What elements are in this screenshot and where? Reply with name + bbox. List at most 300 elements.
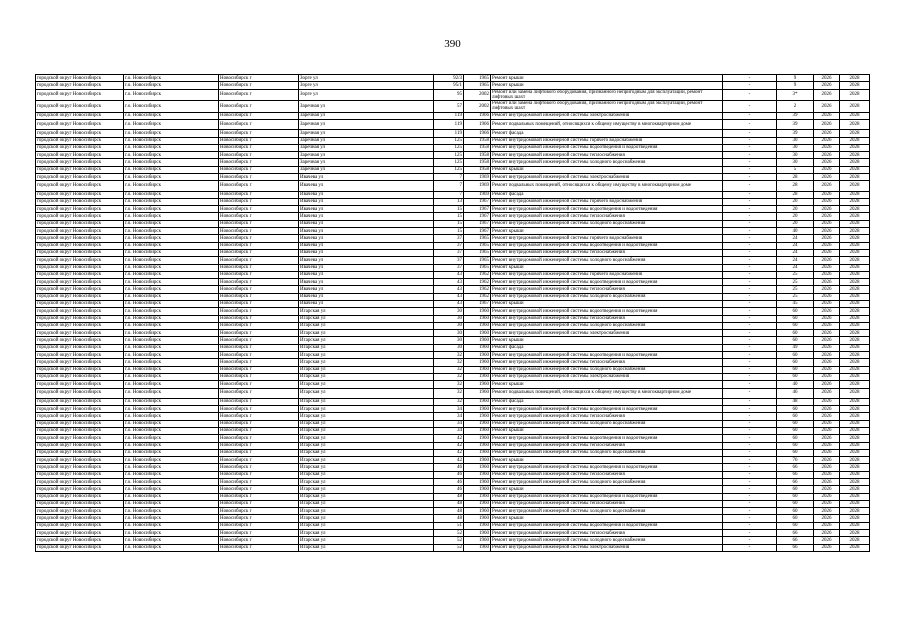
- cell-year: 1960: [464, 373, 491, 380]
- cell-city: Новосибирск г: [219, 249, 299, 256]
- cell-settlement: г.о. Новосибирск: [124, 315, 219, 322]
- cell-dash: -: [723, 235, 777, 242]
- cell-year: 1966: [464, 112, 491, 119]
- table-row: [36, 486, 870, 493]
- cell-year: 1960: [464, 508, 491, 515]
- cell-year: 1967: [464, 213, 491, 220]
- cell-street: Ивачева ул: [299, 235, 434, 242]
- cell-house: 125: [434, 166, 464, 173]
- cell-count: 20: [777, 206, 814, 213]
- cell-okrug: городской округ Новосибирск: [36, 330, 124, 337]
- cell-count: 9: [777, 75, 814, 82]
- table-row: [36, 442, 870, 449]
- cell-settlement: г.о. Новосибирск: [124, 137, 219, 144]
- cell-work: Ремонт внутридомовой инженерной системы холодного водоснабжения: [491, 220, 723, 227]
- cell-work: Ремонт внутридомовой инженерной системы теплоснабжения: [491, 359, 723, 366]
- cell-city: Новосибирск г: [219, 500, 299, 507]
- cell-settlement: г.о. Новосибирск: [124, 308, 219, 315]
- cell-street: Игарская ул: [299, 457, 434, 464]
- cell-house: 46: [434, 479, 464, 486]
- cell-street: Игарская ул: [299, 352, 434, 359]
- cell-year-to: 2028: [840, 406, 870, 413]
- cell-house: 32: [434, 366, 464, 373]
- cell-year-from: 2026: [814, 352, 840, 359]
- cell-street: Игарская ул: [299, 435, 434, 442]
- table-row: [36, 322, 870, 329]
- cell-year: 1960: [464, 352, 491, 359]
- cell-year-to: 2028: [840, 537, 870, 544]
- cell-settlement: г.о. Новосибирск: [124, 257, 219, 264]
- table-row: [36, 381, 870, 388]
- cell-city: Новосибирск г: [219, 101, 299, 113]
- cell-city: Новосибирск г: [219, 89, 299, 101]
- cell-settlement: г.о. Новосибирск: [124, 166, 219, 173]
- cell-okrug: городской округ Новосибирск: [36, 191, 124, 198]
- cell-street: Игарская ул: [299, 471, 434, 478]
- cell-year-from: 2026: [814, 152, 840, 159]
- cell-year: 1960: [464, 413, 491, 420]
- cell-work: Ремонт внутридомовой инженерной системы теплоснабжения: [491, 152, 723, 159]
- cell-settlement: г.о. Новосибирск: [124, 322, 219, 329]
- table-row: [36, 449, 870, 456]
- cell-settlement: г.о. Новосибирск: [124, 279, 219, 286]
- cell-year-to: 2028: [840, 398, 870, 405]
- table-row: [36, 213, 870, 220]
- cell-street: Зорге ул: [299, 75, 434, 82]
- cell-okrug: городской округ Новосибирск: [36, 352, 124, 359]
- cell-year: 1960: [464, 493, 491, 500]
- cell-street: Игарская ул: [299, 322, 434, 329]
- cell-street: Игарская ул: [299, 381, 434, 388]
- table-row: [36, 82, 870, 89]
- cell-street: Игарская ул: [299, 544, 434, 551]
- cell-city: Новосибирск г: [219, 300, 299, 307]
- cell-okrug: городской округ Новосибирск: [36, 220, 124, 227]
- cell-dash: -: [723, 381, 777, 388]
- cell-dash: -: [723, 279, 777, 286]
- cell-okrug: городской округ Новосибирск: [36, 337, 124, 344]
- cell-house: 125: [434, 144, 464, 151]
- cell-settlement: г.о. Новосибирск: [124, 544, 219, 551]
- cell-settlement: г.о. Новосибирск: [124, 300, 219, 307]
- cell-count: 24: [777, 242, 814, 249]
- cell-street: Ивачева ул: [299, 191, 434, 198]
- cell-year-from: 2026: [814, 486, 840, 493]
- cell-work: Ремонт внутридомовой инженерной системы электроснабжения: [491, 373, 723, 380]
- cell-count: 60: [777, 508, 814, 515]
- cell-street: Заречная ул: [299, 130, 434, 137]
- cell-street: Игарская ул: [299, 500, 434, 507]
- cell-work: Ремонт внутридомовой инженерной системы холодного водоснабжения: [491, 537, 723, 544]
- cell-settlement: г.о. Новосибирск: [124, 530, 219, 537]
- cell-work: Ремонт крыши: [491, 427, 723, 434]
- table-row: [36, 388, 870, 398]
- cell-city: Новосибирск г: [219, 544, 299, 551]
- table-row: [36, 398, 870, 405]
- cell-dash: -: [723, 337, 777, 344]
- cell-house: 32: [434, 373, 464, 380]
- cell-work: Ремонт внутридомовой инженерной системы водоотведения и водоотведения: [491, 242, 723, 249]
- cell-count: 60: [777, 337, 814, 344]
- cell-settlement: г.о. Новосибирск: [124, 344, 219, 351]
- cell-work: Ремонт внутридомовой инженерной системы водоотведения и водоотведения: [491, 435, 723, 442]
- table-row: [36, 435, 870, 442]
- cell-okrug: городской округ Новосибирск: [36, 398, 124, 405]
- cell-settlement: г.о. Новосибирск: [124, 515, 219, 522]
- cell-house: 32: [434, 381, 464, 388]
- cell-count: 25: [777, 286, 814, 293]
- cell-year-from: 2026: [814, 413, 840, 420]
- cell-house: 37: [434, 249, 464, 256]
- cell-house: 37: [434, 264, 464, 271]
- cell-okrug: городской округ Новосибирск: [36, 493, 124, 500]
- cell-year-to: 2028: [840, 471, 870, 478]
- cell-house: 34: [434, 427, 464, 434]
- cell-city: Новосибирск г: [219, 330, 299, 337]
- cell-year-from: 2026: [814, 191, 840, 198]
- cell-year-from: 2026: [814, 130, 840, 137]
- table-row: [36, 264, 870, 271]
- cell-street: Игарская ул: [299, 493, 434, 500]
- cell-year-from: 2026: [814, 159, 840, 166]
- cell-street: Ивачева ул: [299, 257, 434, 264]
- cell-year-to: 2028: [840, 286, 870, 293]
- cell-okrug: городской округ Новосибирск: [36, 300, 124, 307]
- cell-dash: -: [723, 271, 777, 278]
- cell-year-to: 2028: [840, 228, 870, 235]
- cell-count: 39: [777, 112, 814, 119]
- cell-house: 57: [434, 101, 464, 113]
- cell-okrug: городской округ Новосибирск: [36, 271, 124, 278]
- cell-year-from: 2026: [814, 537, 840, 544]
- cell-year-to: 2028: [840, 344, 870, 351]
- cell-year: 1960: [464, 486, 491, 493]
- cell-street: Игарская ул: [299, 537, 434, 544]
- cell-street: Игарская ул: [299, 449, 434, 456]
- cell-year-from: 2026: [814, 286, 840, 293]
- cell-street: Ивачева ул: [299, 293, 434, 300]
- cell-okrug: городской округ Новосибирск: [36, 373, 124, 380]
- cell-year-to: 2028: [840, 508, 870, 515]
- cell-okrug: городской округ Новосибирск: [36, 213, 124, 220]
- cell-count: 60: [777, 373, 814, 380]
- cell-count: 60: [777, 413, 814, 420]
- cell-work: Ремонт внутридомовой инженерной системы теплоснабжения: [491, 530, 723, 537]
- cell-count: 24: [777, 257, 814, 264]
- cell-city: Новосибирск г: [219, 381, 299, 388]
- table-row: [36, 144, 870, 151]
- cell-house: 42: [434, 457, 464, 464]
- cell-year: 1960: [464, 530, 491, 537]
- cell-city: Новосибирск г: [219, 206, 299, 213]
- cell-okrug: городской округ Новосибирск: [36, 198, 124, 205]
- cell-count: 39: [777, 130, 814, 137]
- cell-dash: -: [723, 75, 777, 82]
- cell-year-from: 2026: [814, 166, 840, 173]
- cell-year-to: 2028: [840, 435, 870, 442]
- cell-street: Ивачева ул: [299, 206, 434, 213]
- cell-year: 1960: [464, 457, 491, 464]
- cell-year: 1960: [464, 464, 491, 471]
- cell-city: Новосибирск г: [219, 159, 299, 166]
- cell-dash: -: [723, 442, 777, 449]
- cell-year-to: 2028: [840, 249, 870, 256]
- cell-okrug: городской округ Новосибирск: [36, 112, 124, 119]
- cell-dash: -: [723, 515, 777, 522]
- cell-settlement: г.о. Новосибирск: [124, 352, 219, 359]
- cell-year: 1960: [464, 522, 491, 529]
- cell-house: 13: [434, 198, 464, 205]
- cell-city: Новосибирск г: [219, 359, 299, 366]
- cell-house: 48: [434, 508, 464, 515]
- table-row: [36, 198, 870, 205]
- table-row: [36, 530, 870, 537]
- cell-city: Новосибирск г: [219, 220, 299, 227]
- cell-year: 1962: [464, 286, 491, 293]
- cell-street: Заречная ул: [299, 120, 434, 130]
- cell-settlement: г.о. Новосибирск: [124, 174, 219, 181]
- cell-dash: -: [723, 315, 777, 322]
- cell-city: Новосибирск г: [219, 449, 299, 456]
- cell-count: 5: [777, 166, 814, 173]
- cell-count: 60: [777, 427, 814, 434]
- cell-city: Новосибирск г: [219, 471, 299, 478]
- cell-year: 1967: [464, 198, 491, 205]
- cell-dash: -: [723, 300, 777, 307]
- cell-house: 51: [434, 522, 464, 529]
- cell-work: Ремонт подвальных помещений, относящихся к общему имуществу в многоквартирном доме: [491, 120, 723, 130]
- cell-house: 46: [434, 464, 464, 471]
- cell-house: 15: [434, 228, 464, 235]
- cell-street: Ивачева ул: [299, 279, 434, 286]
- cell-street: Игарская ул: [299, 373, 434, 380]
- cell-dash: -: [723, 144, 777, 151]
- cell-house: 125: [434, 159, 464, 166]
- cell-count: 46: [777, 388, 814, 398]
- cell-settlement: г.о. Новосибирск: [124, 235, 219, 242]
- cell-work: Ремонт внутридомовой инженерной системы теплоснабжения: [491, 315, 723, 322]
- table-row: [36, 406, 870, 413]
- cell-settlement: г.о. Новосибирск: [124, 112, 219, 119]
- cell-dash: -: [723, 206, 777, 213]
- cell-city: Новосибирск г: [219, 373, 299, 380]
- cell-year-to: 2028: [840, 381, 870, 388]
- cell-year-from: 2026: [814, 366, 840, 373]
- cell-year-from: 2026: [814, 249, 840, 256]
- cell-year-from: 2026: [814, 206, 840, 213]
- cell-okrug: городской округ Новосибирск: [36, 206, 124, 213]
- cell-house: 34: [434, 413, 464, 420]
- cell-city: Новосибирск г: [219, 322, 299, 329]
- cell-settlement: г.о. Новосибирск: [124, 381, 219, 388]
- cell-house: 32: [434, 352, 464, 359]
- cell-okrug: городской округ Новосибирск: [36, 464, 124, 471]
- cell-work: Ремонт внутридомовой инженерной системы теплоснабжения: [491, 500, 723, 507]
- cell-work: Ремонт фасада: [491, 398, 723, 405]
- cell-okrug: городской округ Новосибирск: [36, 159, 124, 166]
- cell-city: Новосибирск г: [219, 228, 299, 235]
- table-row: [36, 235, 870, 242]
- cell-house: 119: [434, 120, 464, 130]
- cell-house: 15: [434, 213, 464, 220]
- cell-year: 1960: [464, 479, 491, 486]
- cell-dash: -: [723, 89, 777, 101]
- table-row: [36, 249, 870, 256]
- cell-year: 1967: [464, 228, 491, 235]
- cell-settlement: г.о. Новосибирск: [124, 130, 219, 137]
- cell-work: Ремонт крыши: [491, 457, 723, 464]
- cell-okrug: городской округ Новосибирск: [36, 137, 124, 144]
- cell-dash: -: [723, 130, 777, 137]
- cell-year-from: 2026: [814, 120, 840, 130]
- cell-settlement: г.о. Новосибирск: [124, 413, 219, 420]
- cell-house: 37: [434, 235, 464, 242]
- cell-year: 1965: [464, 242, 491, 249]
- cell-city: Новосибирск г: [219, 366, 299, 373]
- cell-dash: -: [723, 366, 777, 373]
- cell-year-to: 2028: [840, 359, 870, 366]
- cell-year: 1962: [464, 279, 491, 286]
- cell-year-to: 2028: [840, 101, 870, 113]
- cell-house: 42: [434, 435, 464, 442]
- cell-work: Ремонт фасада: [491, 344, 723, 351]
- cell-okrug: городской округ Новосибирск: [36, 286, 124, 293]
- cell-year: 1960: [464, 359, 491, 366]
- cell-year-to: 2028: [840, 464, 870, 471]
- cell-count: 66: [777, 471, 814, 478]
- cell-city: Новосибирск г: [219, 435, 299, 442]
- cell-year-from: 2026: [814, 101, 840, 113]
- cell-street: Ивачева ул: [299, 249, 434, 256]
- cell-year: 1960: [464, 388, 491, 398]
- cell-year-to: 2028: [840, 271, 870, 278]
- table-row: [36, 228, 870, 235]
- cell-city: Новосибирск г: [219, 264, 299, 271]
- cell-work: Ремонт внутридомовой инженерной системы водоотведения и водоотведения: [491, 279, 723, 286]
- table-row: [36, 500, 870, 507]
- cell-work: Ремонт внутридомовой инженерной системы горячего водоснабжения: [491, 198, 723, 205]
- cell-house: 46: [434, 486, 464, 493]
- cell-city: Новосибирск г: [219, 508, 299, 515]
- cell-street: Игарская ул: [299, 442, 434, 449]
- cell-dash: -: [723, 242, 777, 249]
- cell-work: Ремонт внутридомовой инженерной системы холодного водоснабжения: [491, 257, 723, 264]
- cell-dash: -: [723, 522, 777, 529]
- cell-street: Игарская ул: [299, 479, 434, 486]
- cell-work: Ремонт крыши: [491, 228, 723, 235]
- cell-count: 60: [777, 315, 814, 322]
- cell-street: Игарская ул: [299, 344, 434, 351]
- cell-work: Ремонт внутридомовой инженерной системы горячего водоснабжения: [491, 235, 723, 242]
- cell-dash: -: [723, 449, 777, 456]
- table-row: [36, 300, 870, 307]
- cell-year-from: 2026: [814, 220, 840, 227]
- cell-street: Ивачева ул: [299, 300, 434, 307]
- cell-okrug: городской округ Новосибирск: [36, 235, 124, 242]
- cell-year-to: 2028: [840, 89, 870, 101]
- cell-work: Ремонт или замена лифтового оборудования, признанного непригодным для эксплуатации, ремонт лифтовых шахт: [491, 101, 723, 113]
- cell-count: 60: [777, 420, 814, 427]
- cell-year: 1965: [464, 264, 491, 271]
- cell-city: Новосибирск г: [219, 75, 299, 82]
- cell-house: 92/3: [434, 75, 464, 82]
- cell-year: 1966: [464, 120, 491, 130]
- cell-count: 24: [777, 264, 814, 271]
- cell-count: 60: [777, 359, 814, 366]
- cell-year: 1960: [464, 406, 491, 413]
- cell-street: Игарская ул: [299, 530, 434, 537]
- cell-year-to: 2028: [840, 373, 870, 380]
- table-body: [36, 75, 870, 552]
- cell-year: 1960: [464, 449, 491, 456]
- cell-city: Новосибирск г: [219, 137, 299, 144]
- cell-house: 125: [434, 152, 464, 159]
- cell-count: 30: [777, 144, 814, 151]
- cell-work: Ремонт внутридомовой инженерной системы водоотведения и водоотведения: [491, 406, 723, 413]
- cell-house: 52: [434, 537, 464, 544]
- cell-settlement: г.о. Новосибирск: [124, 537, 219, 544]
- cell-year: 1969: [464, 191, 491, 198]
- cell-work: Ремонт внутридомовой инженерной системы теплоснабжения: [491, 249, 723, 256]
- cell-street: Зорге ул: [299, 82, 434, 89]
- cell-okrug: городской округ Новосибирск: [36, 174, 124, 181]
- cell-count: 28: [777, 174, 814, 181]
- cell-year-from: 2026: [814, 427, 840, 434]
- cell-house: 15: [434, 206, 464, 213]
- cell-okrug: городской округ Новосибирск: [36, 120, 124, 130]
- cell-year-from: 2026: [814, 500, 840, 507]
- cell-year-to: 2028: [840, 449, 870, 456]
- cell-okrug: городской округ Новосибирск: [36, 406, 124, 413]
- cell-year-from: 2026: [814, 322, 840, 329]
- cell-year-to: 2028: [840, 300, 870, 307]
- cell-work: Ремонт крыши: [491, 75, 723, 82]
- cell-year-from: 2026: [814, 457, 840, 464]
- table-row: [36, 206, 870, 213]
- cell-house: 42: [434, 449, 464, 456]
- cell-settlement: г.о. Новосибирск: [124, 464, 219, 471]
- table-row: [36, 220, 870, 227]
- table-row: [36, 330, 870, 337]
- cell-year-to: 2028: [840, 82, 870, 89]
- cell-year-to: 2028: [840, 457, 870, 464]
- cell-dash: -: [723, 286, 777, 293]
- cell-count: 28: [777, 191, 814, 198]
- cell-year-to: 2028: [840, 235, 870, 242]
- cell-year-to: 2028: [840, 522, 870, 529]
- cell-street: Ивачева ул: [299, 228, 434, 235]
- cell-dash: -: [723, 420, 777, 427]
- cell-street: Игарская ул: [299, 388, 434, 398]
- cell-settlement: г.о. Новосибирск: [124, 181, 219, 191]
- table-row: [36, 427, 870, 434]
- cell-city: Новосибирск г: [219, 457, 299, 464]
- cell-house: 7: [434, 191, 464, 198]
- cell-work: Ремонт крыши: [491, 300, 723, 307]
- cell-house: 30: [434, 315, 464, 322]
- cell-count: 60: [777, 486, 814, 493]
- cell-work: Ремонт внутридомовой инженерной системы холодного водоснабжения: [491, 508, 723, 515]
- cell-work: Ремонт внутридомовой инженерной системы теплоснабжения: [491, 286, 723, 293]
- cell-dash: -: [723, 220, 777, 227]
- cell-year-from: 2026: [814, 75, 840, 82]
- cell-street: Игарская ул: [299, 427, 434, 434]
- cell-street: Игарская ул: [299, 398, 434, 405]
- cell-city: Новосибирск г: [219, 191, 299, 198]
- cell-work: Ремонт фасада: [491, 130, 723, 137]
- cell-year: 1960: [464, 420, 491, 427]
- cell-year-to: 2028: [840, 213, 870, 220]
